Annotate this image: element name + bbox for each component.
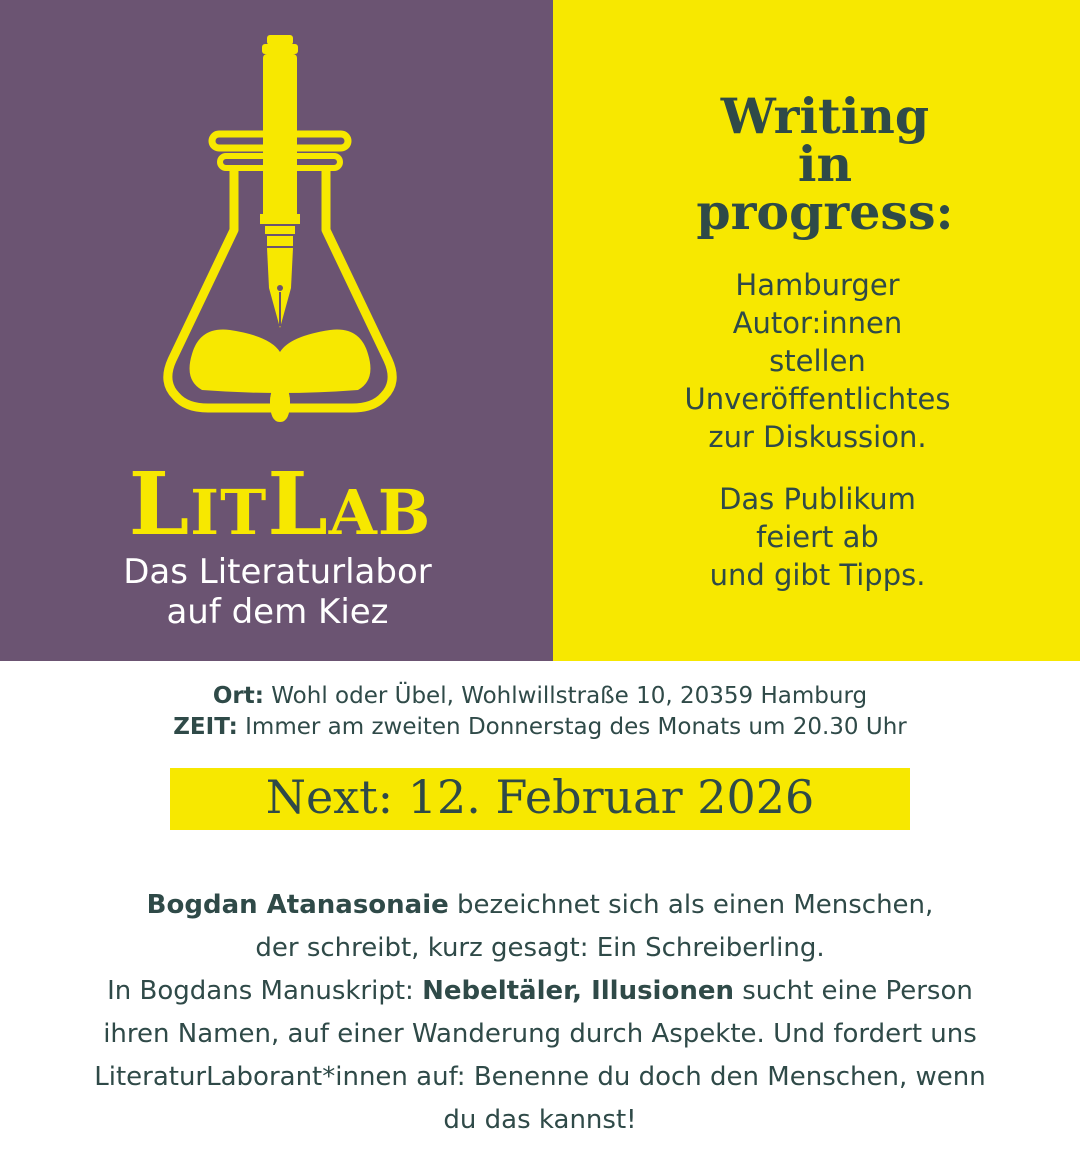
description-line-6: du das kannst! bbox=[443, 1105, 637, 1135]
description-line-4: ihren Namen, auf einer Wanderung durch Aspekte. Und fordert uns bbox=[103, 1019, 977, 1049]
brand-title-ab: AB bbox=[328, 476, 432, 549]
brand-title bbox=[60, 454, 500, 555]
location-label: Ort: bbox=[212, 683, 264, 709]
brand-title-l2: L bbox=[267, 454, 329, 555]
description-line-5: LiteraturLaborant*innen auf: Benenne du doch den Menschen, wenn bbox=[94, 1062, 986, 1092]
headline: Writing in progress: bbox=[696, 87, 954, 241]
next-date: Next: 12. Februar 2026 bbox=[265, 770, 815, 824]
description-line-1: Bogdan Atanasonaie bezeichnet sich als einen Menschen, bbox=[146, 890, 934, 920]
brand-subtitle: Das Literaturlabor auf dem Kiez bbox=[123, 552, 432, 632]
brand-title-l1: L bbox=[128, 454, 191, 555]
author-name: Bogdan Atanasonaie bbox=[146, 890, 449, 920]
location-value: Wohl oder Übel, Wohlwillstraße 10, 20359 Hamburg bbox=[263, 683, 868, 709]
time-value: Immer am zweiten Donnerstag des Monats um 20.30 Uhr bbox=[237, 714, 907, 740]
description bbox=[30, 884, 1050, 1142]
manuscript-title: Nebeltäler, Illusionen bbox=[422, 976, 734, 1006]
location-line bbox=[0, 681, 1080, 711]
description-line-3: In Bogdans Manuskript: Nebeltäler, Illusionen sucht eine Person bbox=[107, 976, 973, 1006]
intro-text-2: Das Publikum feiert ab und gibt Tipps. bbox=[709, 482, 926, 592]
description-line-2: der schreibt, kurz gesagt: Ein Schreiberling. bbox=[255, 933, 825, 963]
time-line bbox=[0, 712, 1080, 742]
brand-title-it: IT bbox=[190, 476, 268, 549]
flask-fountain-pen-icon bbox=[150, 30, 410, 450]
time-label: ZEIT: bbox=[173, 714, 238, 740]
intro-text-1: Hamburger Autor:innen stellen Unveröffentlichtes zur Diskussion. bbox=[684, 268, 951, 454]
